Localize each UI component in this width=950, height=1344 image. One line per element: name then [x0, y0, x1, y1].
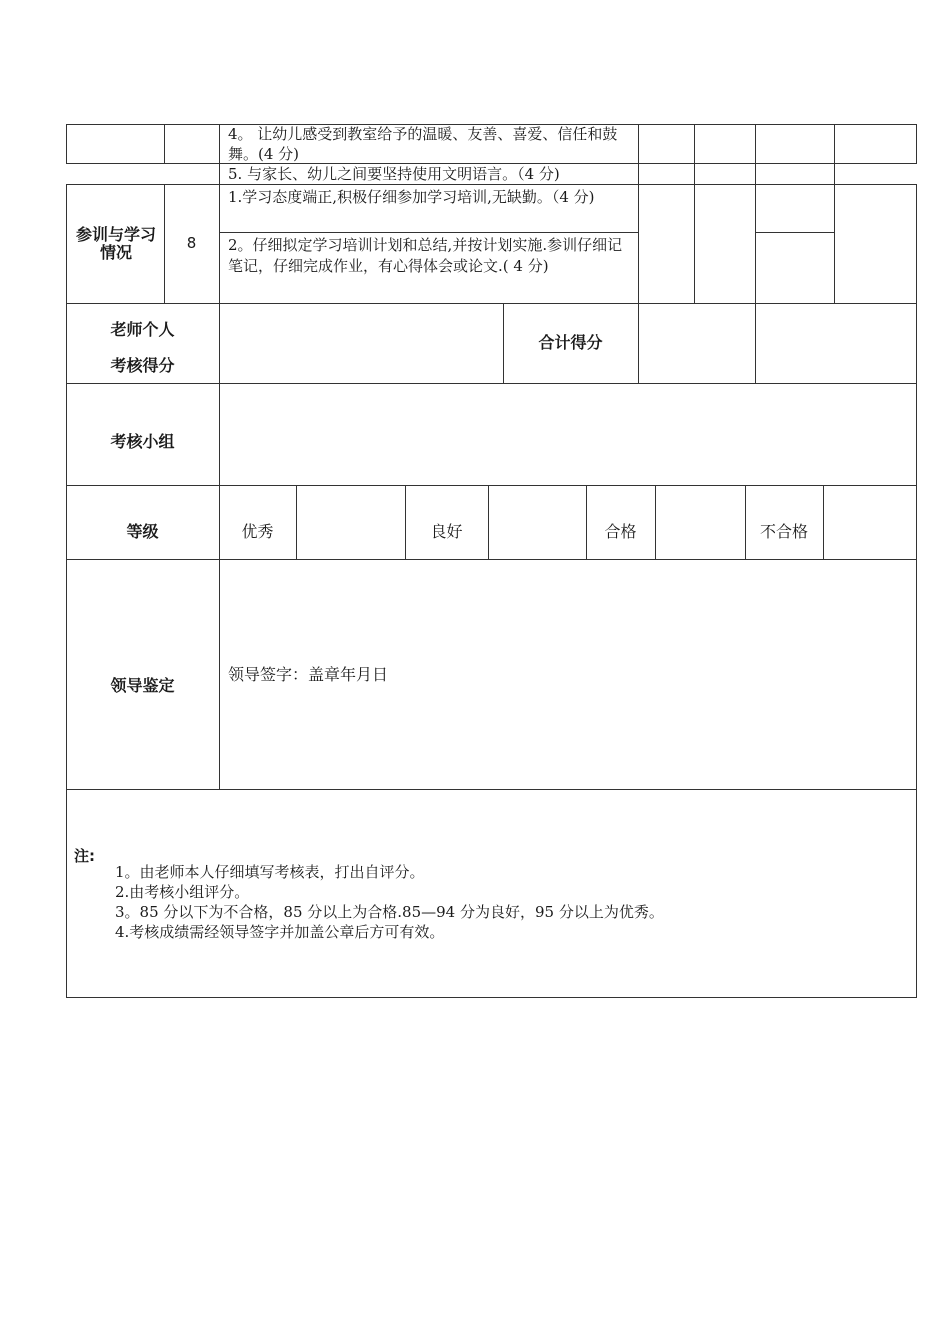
- table-border: [694, 124, 695, 184]
- table-border: [66, 184, 67, 998]
- table-border: [755, 184, 756, 304]
- leader-signature-text: 领导签字：盖章年月日: [228, 665, 389, 684]
- table-border: [66, 997, 917, 998]
- criterion-item-5: 5. 与家长、幼儿之间要坚持使用文明语言。（4 分): [228, 165, 560, 183]
- leader-appraisal-label: 领导鉴定: [110, 676, 175, 695]
- table-border: [755, 303, 756, 383]
- personal-score-label-line2: 考核得分: [110, 356, 175, 375]
- table-border: [296, 485, 297, 559]
- table-border: [66, 184, 917, 185]
- table-border: [66, 124, 67, 164]
- table-border: [638, 184, 639, 304]
- table-border: [164, 124, 165, 164]
- table-border: [66, 383, 917, 384]
- table-border: [916, 184, 917, 998]
- table-border: [916, 124, 917, 164]
- grade-option-good: 良好: [430, 522, 463, 541]
- training-item-1: 1.学习态度端正,积极仔细参加学习培训,无缺勤。（4 分): [228, 188, 595, 206]
- grade-option-excellent: 优秀: [241, 522, 274, 541]
- table-border: [66, 559, 917, 560]
- note-item: 4.考核成绩需经领导签字并加盖公章后方可有效。: [115, 923, 445, 941]
- notes-title: 注:: [74, 847, 95, 865]
- table-border: [834, 184, 835, 304]
- table-border: [655, 485, 656, 559]
- table-border: [66, 485, 917, 486]
- note-item: 1。由老师本人仔细填写考核表，打出自评分。: [115, 863, 425, 881]
- table-border: [219, 124, 220, 184]
- table-border: [755, 232, 835, 233]
- total-score-label: 合计得分: [538, 333, 603, 352]
- table-border: [488, 485, 489, 559]
- note-item: 2.由考核小组评分。: [115, 883, 250, 901]
- assessment-group-label: 考核小组: [110, 432, 175, 451]
- training-category-label: 参训与学习情况: [75, 225, 156, 262]
- table-border: [66, 789, 917, 790]
- table-border: [638, 303, 639, 383]
- table-border: [834, 124, 835, 184]
- training-points: 8: [186, 234, 197, 252]
- grade-option-fail: 不合格: [759, 522, 808, 541]
- table-border: [823, 485, 824, 559]
- table-border: [219, 232, 639, 233]
- table-border: [755, 124, 756, 184]
- table-border: [638, 124, 639, 184]
- training-item-2: 2。仔细拟定学习培训计划和总结,并按计划实施.参训仔细记笔记，仔细完成作业，有心得体会或论文.( 4 分): [228, 236, 623, 275]
- table-border: [66, 303, 917, 304]
- note-item: 3。85 分以下为不合格，85 分以上为合格.85—94 分为良好，95 分以上为优秀。: [115, 903, 664, 921]
- personal-score-label-line1: 老师个人: [110, 320, 175, 339]
- grade-option-pass: 合格: [604, 522, 637, 541]
- grade-label: 等级: [126, 522, 159, 541]
- table-border: [219, 184, 220, 789]
- table-border: [694, 184, 695, 304]
- criterion-item-4: 4。 让幼儿感受到教室给予的温暖、友善、喜爱、信任和鼓舞。(4 分): [228, 125, 618, 163]
